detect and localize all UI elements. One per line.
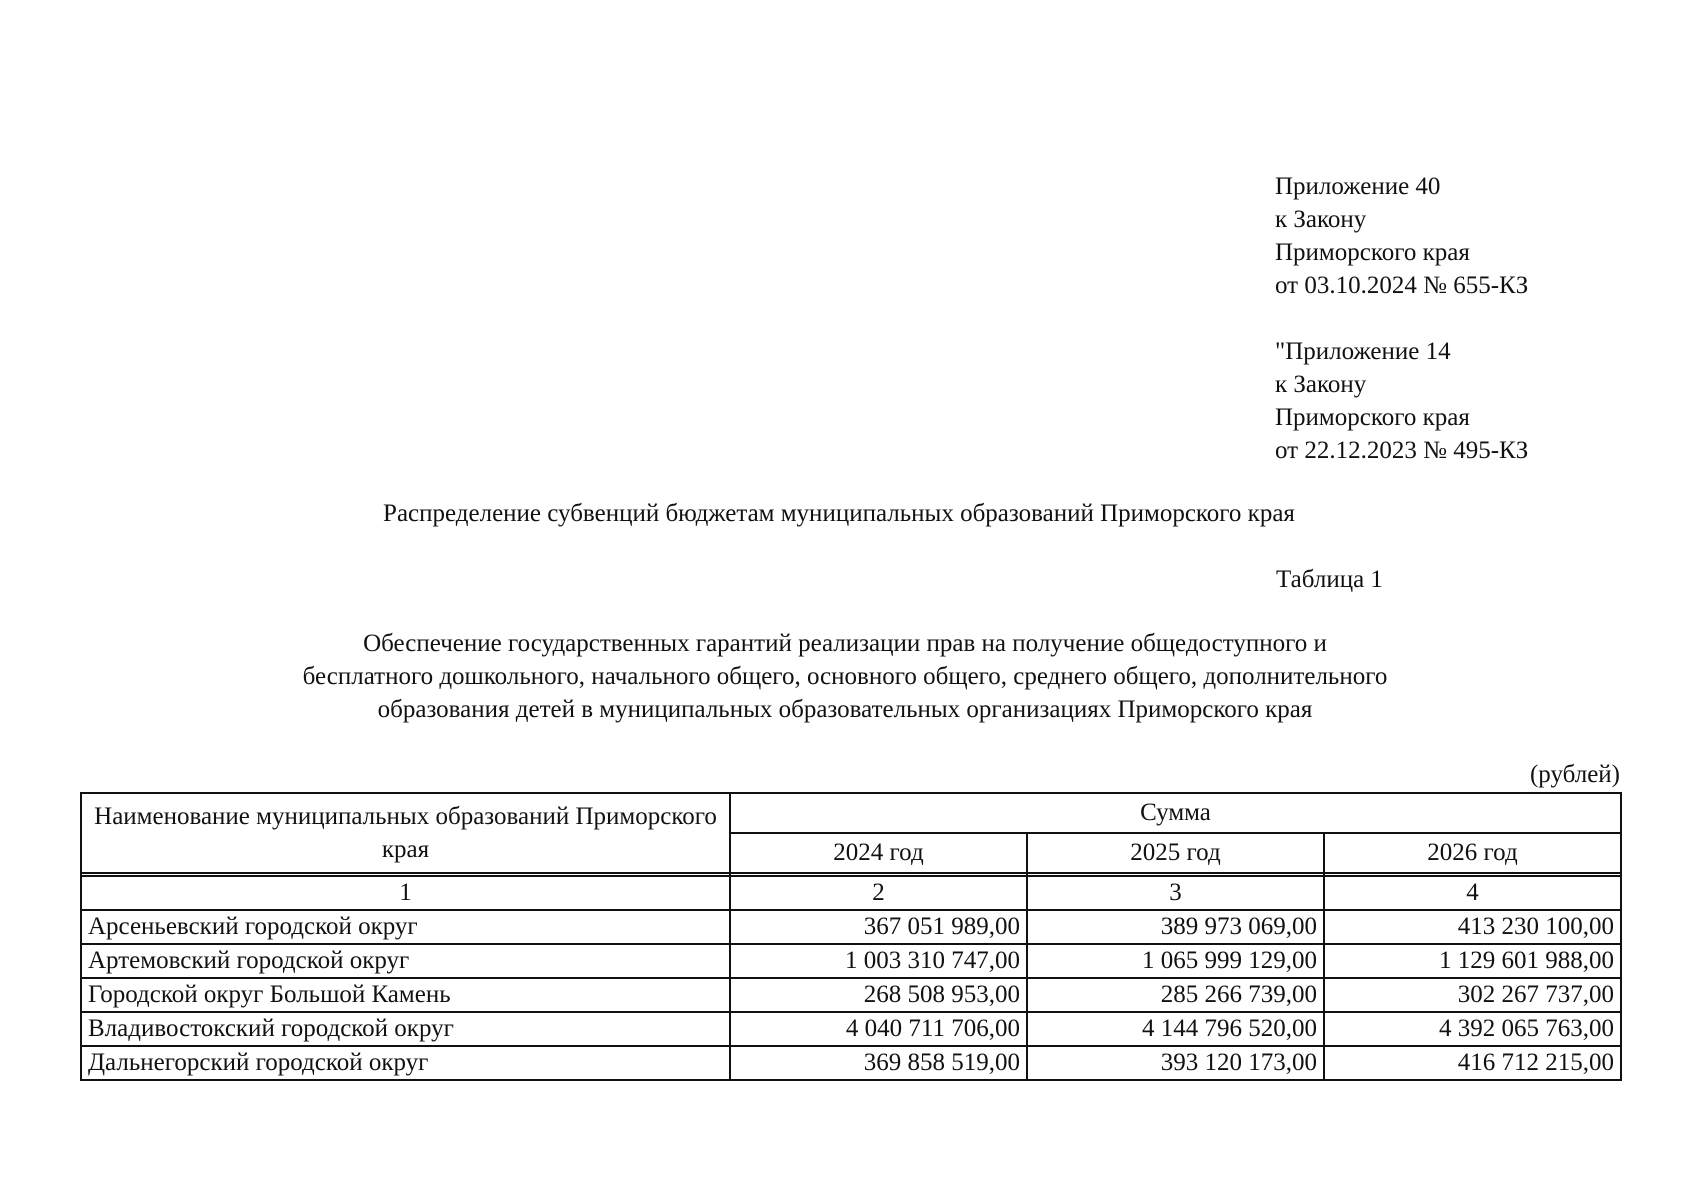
table-caption-line: образования детей в муниципальных образовательных организациях Приморского края xyxy=(377,696,1313,723)
appendix-reference-current xyxy=(1275,170,1635,302)
appendix-reference-amended xyxy=(1275,335,1635,467)
municipality-name: Дальнегорский городской округ xyxy=(81,1046,730,1080)
amount-2025: 4 144 796 520,00 xyxy=(1027,1012,1324,1046)
municipality-name: Артемовский городской округ xyxy=(81,944,730,978)
subvention-table xyxy=(80,792,1622,1081)
column-number: 2 xyxy=(730,876,1027,910)
amount-2026: 302 267 737,00 xyxy=(1324,978,1621,1012)
amount-2024: 268 508 953,00 xyxy=(730,978,1027,1012)
table-row xyxy=(81,944,1621,978)
table-number: Таблица 1 xyxy=(1276,566,1383,593)
amount-2025: 389 973 069,00 xyxy=(1027,910,1324,944)
header-municipality-name: Наименование муниципальных образований Приморского края xyxy=(81,793,730,873)
amount-2025: 1 065 999 129,00 xyxy=(1027,944,1324,978)
document-title xyxy=(0,497,1698,530)
amount-2025: 393 120 173,00 xyxy=(1027,1046,1324,1080)
header-year-2025: 2025 год xyxy=(1027,833,1324,873)
column-number: 3 xyxy=(1027,876,1324,910)
appendix-line: от 03.10.2024 № 655-КЗ xyxy=(1275,272,1529,299)
amount-2024: 4 040 711 706,00 xyxy=(730,1012,1027,1046)
amount-2024: 369 858 519,00 xyxy=(730,1046,1027,1080)
appendix-line: к Закону xyxy=(1275,206,1367,233)
column-number-row xyxy=(81,876,1621,910)
appendix-line: "Приложение 14 xyxy=(1275,338,1451,365)
municipality-name: Владивостокский городской округ xyxy=(81,1012,730,1046)
appendix-line: Приморского края xyxy=(1275,239,1470,266)
header-year-2026: 2026 год xyxy=(1324,833,1621,873)
amount-2026: 413 230 100,00 xyxy=(1324,910,1621,944)
header-sum: Сумма xyxy=(730,793,1621,833)
document-title-text: Распределение субвенций бюджетам муниципальных образований Приморского края xyxy=(383,500,1295,527)
table-row xyxy=(81,910,1621,944)
header-year-2024: 2024 год xyxy=(730,833,1027,873)
column-number: 1 xyxy=(81,876,730,910)
amount-2026: 4 392 065 763,00 xyxy=(1324,1012,1621,1046)
header-row xyxy=(81,793,1621,833)
amount-2026: 1 129 601 988,00 xyxy=(1324,944,1621,978)
table-caption-line: Обеспечение государственных гарантий реализации прав на получение общедоступного и xyxy=(363,630,1327,657)
table-caption xyxy=(150,627,1540,726)
units-label: (рублей) xyxy=(1529,761,1620,788)
amount-2024: 367 051 989,00 xyxy=(730,910,1027,944)
column-number: 4 xyxy=(1324,876,1621,910)
appendix-line: от 22.12.2023 № 495-КЗ xyxy=(1275,437,1529,464)
table-row xyxy=(81,978,1621,1012)
table-row xyxy=(81,1012,1621,1046)
municipality-name: Арсеньевский городской округ xyxy=(81,910,730,944)
table-caption-line: бесплатного дошкольного, начального общего, основного общего, среднего общего, дополнительного xyxy=(302,663,1388,690)
amount-2026: 416 712 215,00 xyxy=(1324,1046,1621,1080)
appendix-line: Приложение 40 xyxy=(1275,173,1441,200)
municipality-name: Городской округ Большой Камень xyxy=(81,978,730,1012)
amount-2025: 285 266 739,00 xyxy=(1027,978,1324,1012)
appendix-line: Приморского края xyxy=(1275,404,1470,431)
amount-2024: 1 003 310 747,00 xyxy=(730,944,1027,978)
table-row xyxy=(81,1046,1621,1080)
appendix-line: к Закону xyxy=(1275,371,1367,398)
